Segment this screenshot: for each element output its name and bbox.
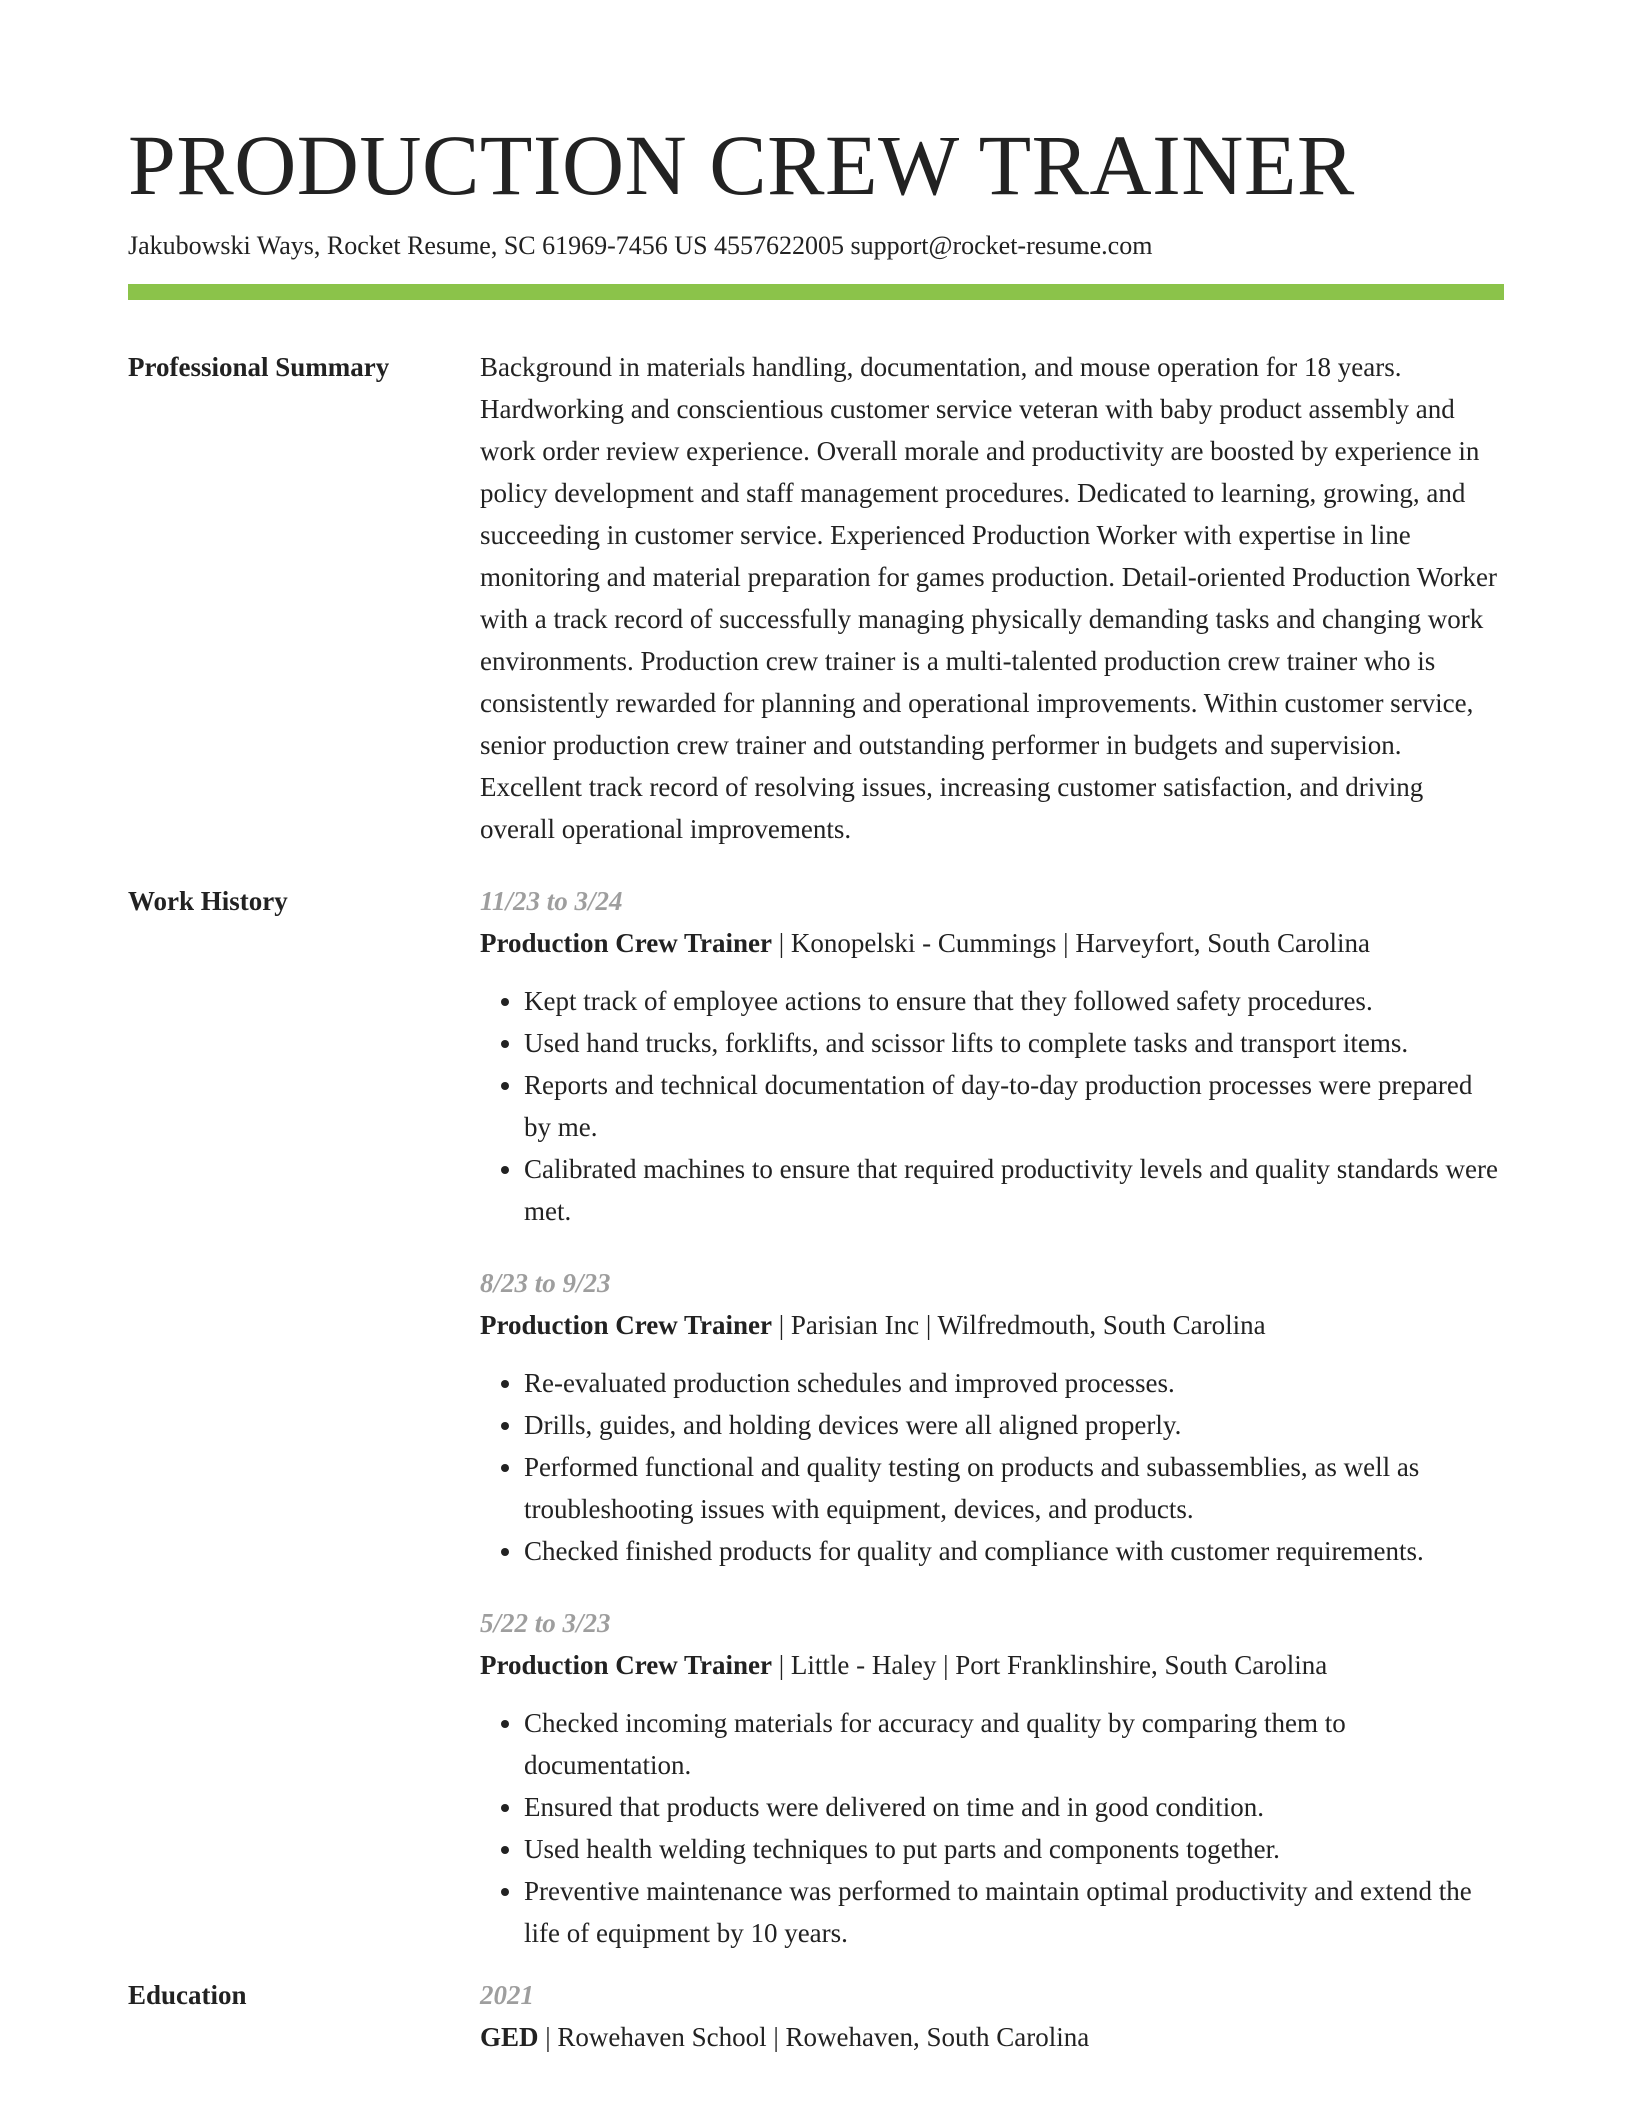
header-divider (128, 284, 1504, 300)
contact-email: support@rocket-resume.com (850, 230, 1153, 260)
education-body (480, 1974, 1504, 2058)
contact-address: Jakubowski Ways, Rocket Resume, SC 61969-7456 US (128, 230, 708, 260)
education-dates: 2021 (480, 1980, 534, 2011)
job-title-line (480, 1644, 1504, 1686)
job-location: | Harveyfort, South Carolina (1056, 928, 1370, 958)
work-history-section (128, 880, 1504, 1954)
job-bullet: • Kept track of employee actions to ensure that they followed safety procedures. (524, 980, 1504, 1022)
job-bullet: • Performed functional and quality testing on products and subassemblies, as well as troubleshooting issues with equipment, devices, and products. (524, 1446, 1504, 1530)
job-bullet: • Used health welding techniques to put parts and components together. (524, 1828, 1504, 1870)
job-dates: 11/23 to 3/24 (480, 886, 623, 917)
job-location: | Wilfredmouth, South Carolina (919, 1310, 1266, 1340)
summary-section (128, 346, 1504, 850)
job-bullets (480, 1702, 1504, 1954)
job-bullet: • Checked finished products for quality and compliance with customer requirements. (524, 1530, 1504, 1572)
job-role: Production Crew Trainer (480, 928, 772, 959)
job-bullet: • Calibrated machines to ensure that required productivity levels and quality standards were met. (524, 1148, 1504, 1232)
job-location: | Port Franklinshire, South Carolina (936, 1650, 1327, 1680)
resume-name: PRODUCTION CREW TRAINER (128, 117, 1355, 213)
job-bullet: • Ensured that products were delivered on time and in good condition. (524, 1786, 1504, 1828)
job-bullet: • Preventive maintenance was performed to maintain optimal productivity and extend the life of equipment by 10 years. (524, 1870, 1504, 1954)
job-bullet: • Reports and technical documentation of day-to-day production processes were prepared by me. (524, 1064, 1504, 1148)
job-company: | Konopelski - Cummings (772, 928, 1056, 958)
contact-line (128, 229, 1504, 263)
education-location: | Rowehaven, South Carolina (767, 2022, 1090, 2052)
job-role: Production Crew Trainer (480, 1650, 772, 1681)
job-entry (480, 1602, 1504, 1954)
job-bullet: • Checked incoming materials for accuracy and quality by comparing them to documentation. (524, 1702, 1504, 1786)
job-bullet: • Drills, guides, and holding devices were all aligned properly. (524, 1404, 1504, 1446)
job-title-line (480, 922, 1504, 964)
contact-phone: 4557622005 (714, 230, 845, 260)
education-title: Education (128, 1980, 247, 2011)
job-company: | Little - Haley (772, 1650, 936, 1680)
education-degree: GED (480, 2022, 539, 2053)
job-bullets (480, 1362, 1504, 1572)
work-history-title: Work History (128, 886, 288, 917)
education-line (480, 2016, 1504, 2058)
job-bullet: • Used hand trucks, forklifts, and scissor lifts to complete tasks and transport items. (524, 1022, 1504, 1064)
work-history-body (480, 880, 1504, 1954)
summary-title: Professional Summary (128, 352, 390, 383)
job-bullet: • Re-evaluated production schedules and improved processes. (524, 1362, 1504, 1404)
education-section (128, 1974, 1504, 2058)
job-company: | Parisian Inc (772, 1310, 919, 1340)
summary-text: Background in materials handling, documentation, and mouse operation for 18 years. Hardworking and conscientious customer service veteran with baby product assembly and work order review experience. Overall morale and productivity are boosted by experience in policy development and staff management procedures. Dedicated to learning, growing, and succeeding in customer service. Experienced Production Worker with expertise in line monitoring and material preparation for games production. Detail-oriented Production Worker with a track record of successfully managing physically demanding tasks and changing work environments. Production crew trainer is a multi-talented production crew trainer who is consistently rewarded for planning and operational improvements. Within customer service, senior production crew trainer and outstanding performer in budgets and supervision. Excellent track record of resolving issues, increasing customer satisfaction, and driving overall operational improvements. (480, 352, 1498, 845)
job-entry (480, 1262, 1504, 1572)
job-role: Production Crew Trainer (480, 1310, 772, 1341)
job-dates: 5/22 to 3/23 (480, 1608, 611, 1639)
job-title-line (480, 1304, 1504, 1346)
education-school: | Rowehaven School (539, 2022, 767, 2052)
job-entry (480, 880, 1504, 1232)
job-bullets (480, 980, 1504, 1232)
job-dates: 8/23 to 9/23 (480, 1268, 611, 1299)
